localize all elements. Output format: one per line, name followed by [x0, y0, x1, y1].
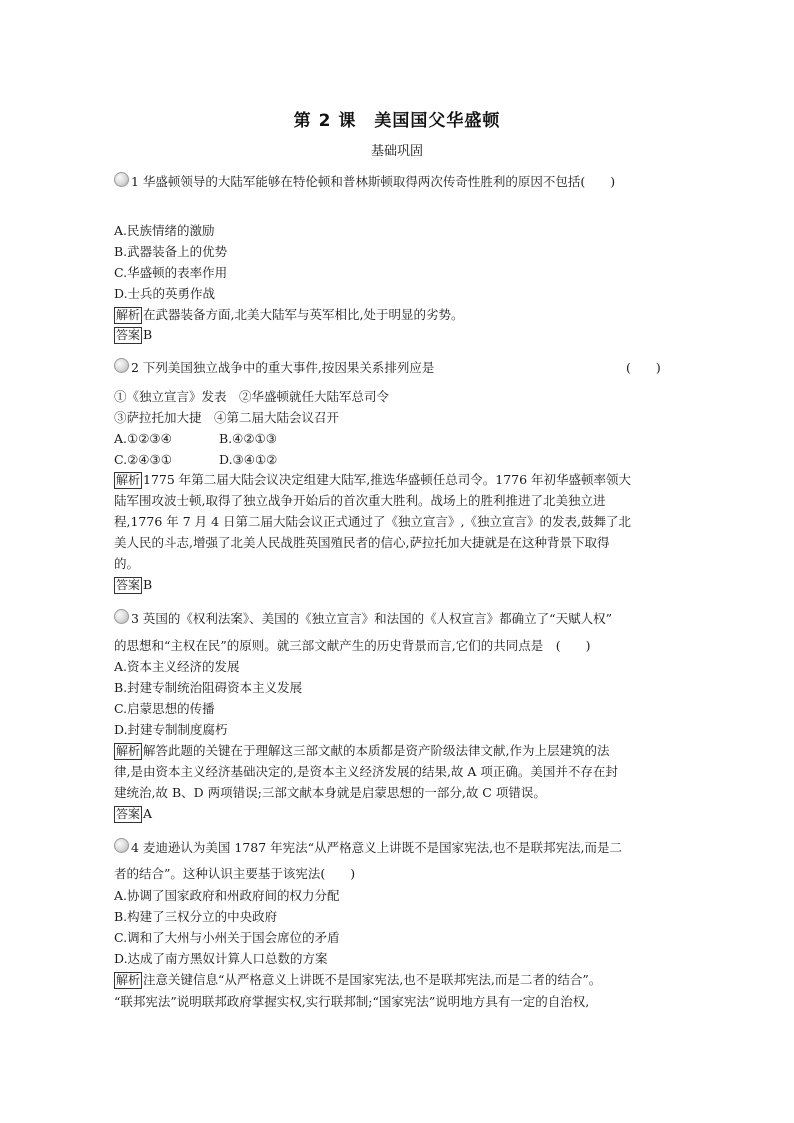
q2-analysis-line-5: 的。	[114, 556, 140, 571]
q3-option-c: C.启蒙思想的传播	[114, 701, 215, 716]
q2-option-d: D.③④①②	[219, 452, 278, 467]
answer-tag: 答案	[116, 328, 141, 342]
q2-analysis-text: 1775 年第二届大陆会议决定组建大陆军,推选华盛顿任总司令。1776 年初华盛顿率领大	[143, 472, 632, 487]
q1-option-c: C.华盛顿的表率作用	[114, 265, 228, 280]
question-marker-icon	[114, 838, 129, 853]
q1-option-b: B.武器装备上的优势	[114, 244, 228, 259]
q3-option-d: D.封建专制制度腐朽	[114, 722, 228, 737]
analysis-tag: 解析	[116, 473, 141, 487]
question-marker-icon	[114, 358, 129, 373]
question-1-stem	[114, 172, 615, 192]
q4-option-d: D.达成了南方黑奴计算人口总数的方案	[114, 951, 328, 966]
question-marker-icon	[114, 609, 129, 624]
question-4-stem-line-2: 者的结合”。这种认识主要基于该宪法( )	[114, 866, 356, 881]
q2-analysis-line-1	[114, 470, 631, 490]
question-3-text: 3 英国的《权利法案》、美国的《独立宣言》和法国的《人权宣言》都确立了“天赋人权”	[131, 611, 612, 626]
q1-analysis-text: 在武器装备方面,北美大陆军与英军相比,处于明显的劣势。	[143, 307, 464, 322]
analysis-tag: 解析	[116, 744, 141, 758]
question-2-text: 2 下列美国独立战争中的重大事件,按因果关系排列应是	[131, 360, 435, 375]
q1-option-d: D.士兵的英勇作战	[114, 286, 216, 301]
q2-analysis-line-2: 陆军围攻波士顿,取得了独立战争开始后的首次重大胜利。战场上的胜利推进了北美独立进	[114, 493, 606, 508]
q4-option-a: A.协调了国家政府和州政府间的权力分配	[114, 888, 340, 903]
analysis-tag: 解析	[116, 308, 141, 322]
q3-option-b: B.封建专制统治阻碍资本主义发展	[114, 680, 303, 695]
question-marker-icon	[114, 172, 129, 187]
question-2-stem	[114, 358, 434, 378]
question-3-stem-line-2: 的思想和“主权在民”的原则。就三部文献产生的历史背景而言,它们的共同点是 ( )	[114, 638, 591, 653]
q2-answer-blank: ( )	[626, 360, 661, 375]
answer-tag: 答案	[116, 807, 141, 821]
analysis-tag: 解析	[116, 973, 141, 987]
q1-analysis	[114, 305, 463, 325]
q4-analysis-line-2: “联邦宪法”说明联邦政府掌握实权,实行联邦制;“国家宪法”说明地方具有一定的自治权,	[114, 994, 590, 1009]
q3-answer-value: A	[143, 806, 153, 821]
q1-option-a: A.民族情绪的激励	[114, 223, 215, 238]
q2-option-c: C.②④③①	[114, 452, 172, 467]
q4-analysis-text: 注意关键信息“从严格意义上讲既不是国家宪法,也不是联邦宪法,而是二者的结合”。	[143, 972, 602, 987]
q1-answer	[114, 325, 152, 345]
lesson-title: 第 2 课 美国国父华盛顿	[293, 111, 501, 131]
question-4-text: 4 麦迪逊认为美国 1787 年宪法“从严格意义上讲既不是国家宪法,也不是联邦宪法,而是二	[131, 840, 623, 855]
q3-analysis-line-3: 建统治,故 B、D 两项错误;三部文献本身就是启蒙思想的一部分,故 C 项错误。	[114, 785, 546, 800]
q3-answer	[114, 804, 152, 824]
q4-analysis-line-1	[114, 970, 601, 990]
q3-option-a: A.资本主义经济的发展	[114, 659, 240, 674]
q3-analysis-line-1	[114, 741, 610, 761]
q3-analysis-line-2: 律,是由资本主义经济基础决定的,是资本主义经济发展的结果,故 A 项正确。美国并不存在封	[114, 764, 618, 779]
q4-option-c: C.调和了大州与小州关于国会席位的矛盾	[114, 930, 340, 945]
q2-analysis-line-4: 美人民的斗志,增强了北美人民战胜英国殖民者的信心,萨拉托加大捷就是在这种背景下取得	[114, 535, 610, 550]
q1-answer-value: B	[143, 327, 153, 342]
question-1-text: 1 华盛顿领导的大陆军能够在特伦顿和普林斯顿取得两次传奇性胜利的原因不包括( )	[131, 174, 616, 189]
question-3-stem-line-1	[114, 609, 612, 629]
q2-answer-value: B	[143, 577, 153, 592]
answer-tag: 答案	[116, 578, 141, 592]
q4-option-b: B.构建了三权分立的中央政府	[114, 909, 278, 924]
q2-items-line-1: ①《独立宣言》发表 ②华盛顿就任大陆军总司令	[114, 389, 390, 404]
q2-answer	[114, 575, 152, 595]
q2-analysis-line-3: 程,1776 年 7 月 4 日第二届大陆会议正式通过了《独立宣言》,《独立宣言》的发表,鼓舞了北	[114, 514, 632, 529]
q2-option-a: A.①②③④	[114, 431, 172, 446]
q2-items-line-2: ③萨拉托加大捷 ④第二届大陆会议召开	[114, 410, 340, 425]
section-subtitle: 基础巩固	[370, 144, 423, 159]
q2-option-b: B.④②①③	[219, 431, 277, 446]
q3-analysis-text: 解答此题的关键在于理解这三部文献的本质都是资产阶级法律文献,作为上层建筑的法	[143, 743, 610, 758]
question-4-stem-line-1	[114, 838, 622, 858]
